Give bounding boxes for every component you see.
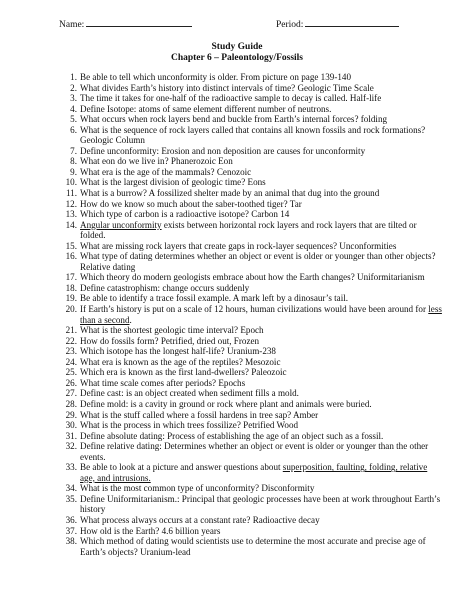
question-number: 19. xyxy=(65,293,77,304)
question-text: What is the shortest geologic time interval? Epoch xyxy=(80,325,264,336)
question-number: 27. xyxy=(65,388,77,399)
question-list xyxy=(65,72,442,557)
question-number: 6. xyxy=(70,124,77,135)
question-text: What era is known as the age of the reptiles? Mesozoic xyxy=(80,356,281,367)
name-label: Name: xyxy=(59,20,85,30)
question-item xyxy=(65,177,442,188)
question-item xyxy=(65,209,442,220)
question-number: 20. xyxy=(65,304,77,315)
question-item xyxy=(65,367,442,378)
underlined-term: Angular unconformity xyxy=(80,219,162,230)
question-text: What is the largest division of geologic time? Eons xyxy=(80,177,266,188)
question-text: What is the most common type of unconformity? Disconformity xyxy=(80,483,315,494)
question-item xyxy=(65,198,442,210)
question-item xyxy=(70,124,442,146)
period-field[interactable] xyxy=(276,17,399,31)
question-number: 21. xyxy=(65,325,77,336)
question-text: Be able to identify a trace fossil example. A mark left by a dinosaur’s tail. xyxy=(80,293,349,304)
question-item xyxy=(65,293,442,304)
question-text: What is the process in which trees fossilize? Petrified Wood xyxy=(80,420,299,431)
period-blank-line[interactable] xyxy=(305,17,399,27)
question-item xyxy=(70,103,442,115)
question-text: What divides Earth’s history into distinct intervals of time? Geologic Time Scale xyxy=(80,82,374,93)
question-item xyxy=(65,420,442,431)
question-text: What era is the age of the mammals? Cenozoic xyxy=(80,166,252,177)
period-label: Period: xyxy=(276,20,304,30)
question-text: Be able to tell which unconformity is older. From picture on page 139-140 xyxy=(80,72,351,82)
question-number: 13. xyxy=(65,209,77,220)
question-number: 23. xyxy=(65,346,77,357)
question-item xyxy=(70,156,442,167)
chapter-title: Chapter 6 – Paleontology/Fossils xyxy=(170,53,304,63)
question-number: 32. xyxy=(65,441,77,452)
question-text: How do fossils form? Petrified, dried out, Frozen xyxy=(80,335,260,346)
question-text: How do we know so much about the saber-toothed tiger? Tar xyxy=(80,198,302,209)
question-text: How old is the Earth? 4.6 billion years xyxy=(80,525,221,536)
question-item xyxy=(65,536,442,557)
question-item xyxy=(65,325,442,336)
question-text: Define catastrophism: change occurs suddenly xyxy=(80,282,250,293)
question-item xyxy=(65,430,442,442)
question-text: The time it takes for one-half of the radioactive sample to decay is called. Half-life xyxy=(80,93,382,104)
question-number: 25. xyxy=(65,367,77,378)
question-text: exists between horizontal rock layers and rock layers that are tilted or folded. xyxy=(80,219,417,241)
question-text: What eon do we live in? Phanerozoic Eon xyxy=(80,156,233,167)
question-number: 26. xyxy=(65,377,77,388)
question-text: What type of dating determines whether an object or event is older or younger than other objects? Relative dating xyxy=(80,251,436,272)
question-text: What process always occurs at a constant rate? Radioactive decay xyxy=(80,514,320,525)
question-item xyxy=(70,72,442,83)
underlined-term: superposition, faulting, folding, relative age, and intrusions. xyxy=(80,462,428,483)
question-number: 33. xyxy=(65,462,77,473)
question-item xyxy=(65,272,442,283)
question-text: Which isotope has the longest half-life? Uranium-238 xyxy=(80,346,276,357)
question-number: 35. xyxy=(65,493,77,504)
question-number: 24. xyxy=(65,356,77,367)
question-text: What is the sequence of rock layers called that contains all known fossils and rock formations? Geologic Column xyxy=(80,124,426,146)
question-item xyxy=(65,514,442,526)
question-item xyxy=(65,219,442,241)
question-text: Define unconformity: Erosion and non deposition are causes for unconformity xyxy=(80,145,366,156)
question-number: 14. xyxy=(65,219,77,230)
underlined-term: less than a second xyxy=(80,304,442,325)
question-text: Which theory do modern geologists embrace about how the Earth changes? Uniformitarianism xyxy=(80,272,425,283)
document-title: Study Guide xyxy=(211,42,263,52)
question-text: Define mold: is a cavity in ground or rock where plant and animals were buried. xyxy=(80,398,372,409)
question-number: 28. xyxy=(65,398,77,409)
question-item xyxy=(70,145,442,157)
question-number: 3. xyxy=(70,93,77,104)
question-item xyxy=(70,93,442,104)
name-blank-line[interactable] xyxy=(86,17,192,27)
question-number: 9. xyxy=(70,166,77,177)
question-item xyxy=(65,483,442,494)
question-number: 1. xyxy=(70,72,77,82)
question-item xyxy=(65,441,442,462)
question-number: 12. xyxy=(65,198,77,209)
question-item xyxy=(70,114,442,125)
question-text: Define absolute dating: Process of establishing the age of an object such as a fossil. xyxy=(80,430,384,441)
question-item xyxy=(65,304,442,325)
question-item xyxy=(65,493,442,515)
question-item xyxy=(65,240,442,252)
question-text: Which method of dating would scientists use to determine the most accurate and precise age of Earth’s objects? Uranium-lead xyxy=(80,536,426,557)
question-item xyxy=(65,188,442,199)
question-item xyxy=(65,251,442,272)
question-number: 15. xyxy=(65,240,77,251)
question-text: Which era is known as the first land-dwellers? Paleozoic xyxy=(80,367,287,378)
question-item xyxy=(65,388,442,399)
question-item xyxy=(65,398,442,410)
question-number: 8. xyxy=(70,156,77,167)
question-text: Define cast: is an object created when sediment fills a mold. xyxy=(80,388,299,399)
question-number: 30. xyxy=(65,420,77,431)
question-number: 4. xyxy=(70,103,77,114)
question-item xyxy=(65,346,442,357)
question-number: 31. xyxy=(65,430,77,441)
question-number: 38. xyxy=(65,536,77,547)
question-number: 11. xyxy=(65,188,77,199)
question-text: Be able to look at a picture and answer questions about xyxy=(80,462,283,473)
question-number: 34. xyxy=(65,483,77,494)
question-text: What is the stuff called where a fossil hardens in tree sap? Amber xyxy=(80,409,319,420)
question-text: Which type of carbon is a radioactive isotope? Carbon 14 xyxy=(80,209,290,220)
question-number: 18. xyxy=(65,282,77,293)
question-item xyxy=(65,462,442,483)
question-number: 22. xyxy=(65,335,77,346)
question-number: 37. xyxy=(65,525,77,536)
question-number: 29. xyxy=(65,409,77,420)
question-item xyxy=(65,377,442,389)
question-text: Define Isotope: atoms of same element different number of neutrons. xyxy=(80,103,332,114)
question-number: 17. xyxy=(65,272,77,283)
question-text: Define Uniformitarianism.: Principal that geologic processes have been at work throughout Earth’s history xyxy=(80,493,441,515)
question-item xyxy=(70,166,442,178)
question-item xyxy=(65,525,442,537)
question-text: What is a burrow? A fossilized shelter made by an animal that dug into the ground xyxy=(80,188,380,199)
question-item xyxy=(65,409,442,421)
question-item xyxy=(65,356,442,368)
question-item xyxy=(65,335,442,347)
question-text: If Earth’s history is put on a scale of 12 hours, human civilizations would have been around for xyxy=(80,304,429,315)
question-number: 16. xyxy=(65,251,77,262)
question-item xyxy=(65,282,442,294)
name-field[interactable] xyxy=(59,17,192,31)
question-number: 10. xyxy=(65,177,77,188)
question-number: 7. xyxy=(70,145,77,156)
question-item xyxy=(70,82,442,94)
question-text: What occurs when rock layers bend and buckle from Earth’s internal forces? folding xyxy=(80,114,388,125)
question-number: 5. xyxy=(70,114,77,125)
question-text: What are missing rock layers that create gaps in rock-layer sequences? Unconformities xyxy=(80,240,397,251)
question-text: Define relative dating: Determines whether an object or event is older or younger than the other events. xyxy=(80,441,429,462)
question-number: 36. xyxy=(65,514,77,525)
question-number: 2. xyxy=(70,82,77,93)
question-text-end: . xyxy=(129,314,132,325)
question-text: What time scale comes after periods? Epochs xyxy=(80,377,246,388)
